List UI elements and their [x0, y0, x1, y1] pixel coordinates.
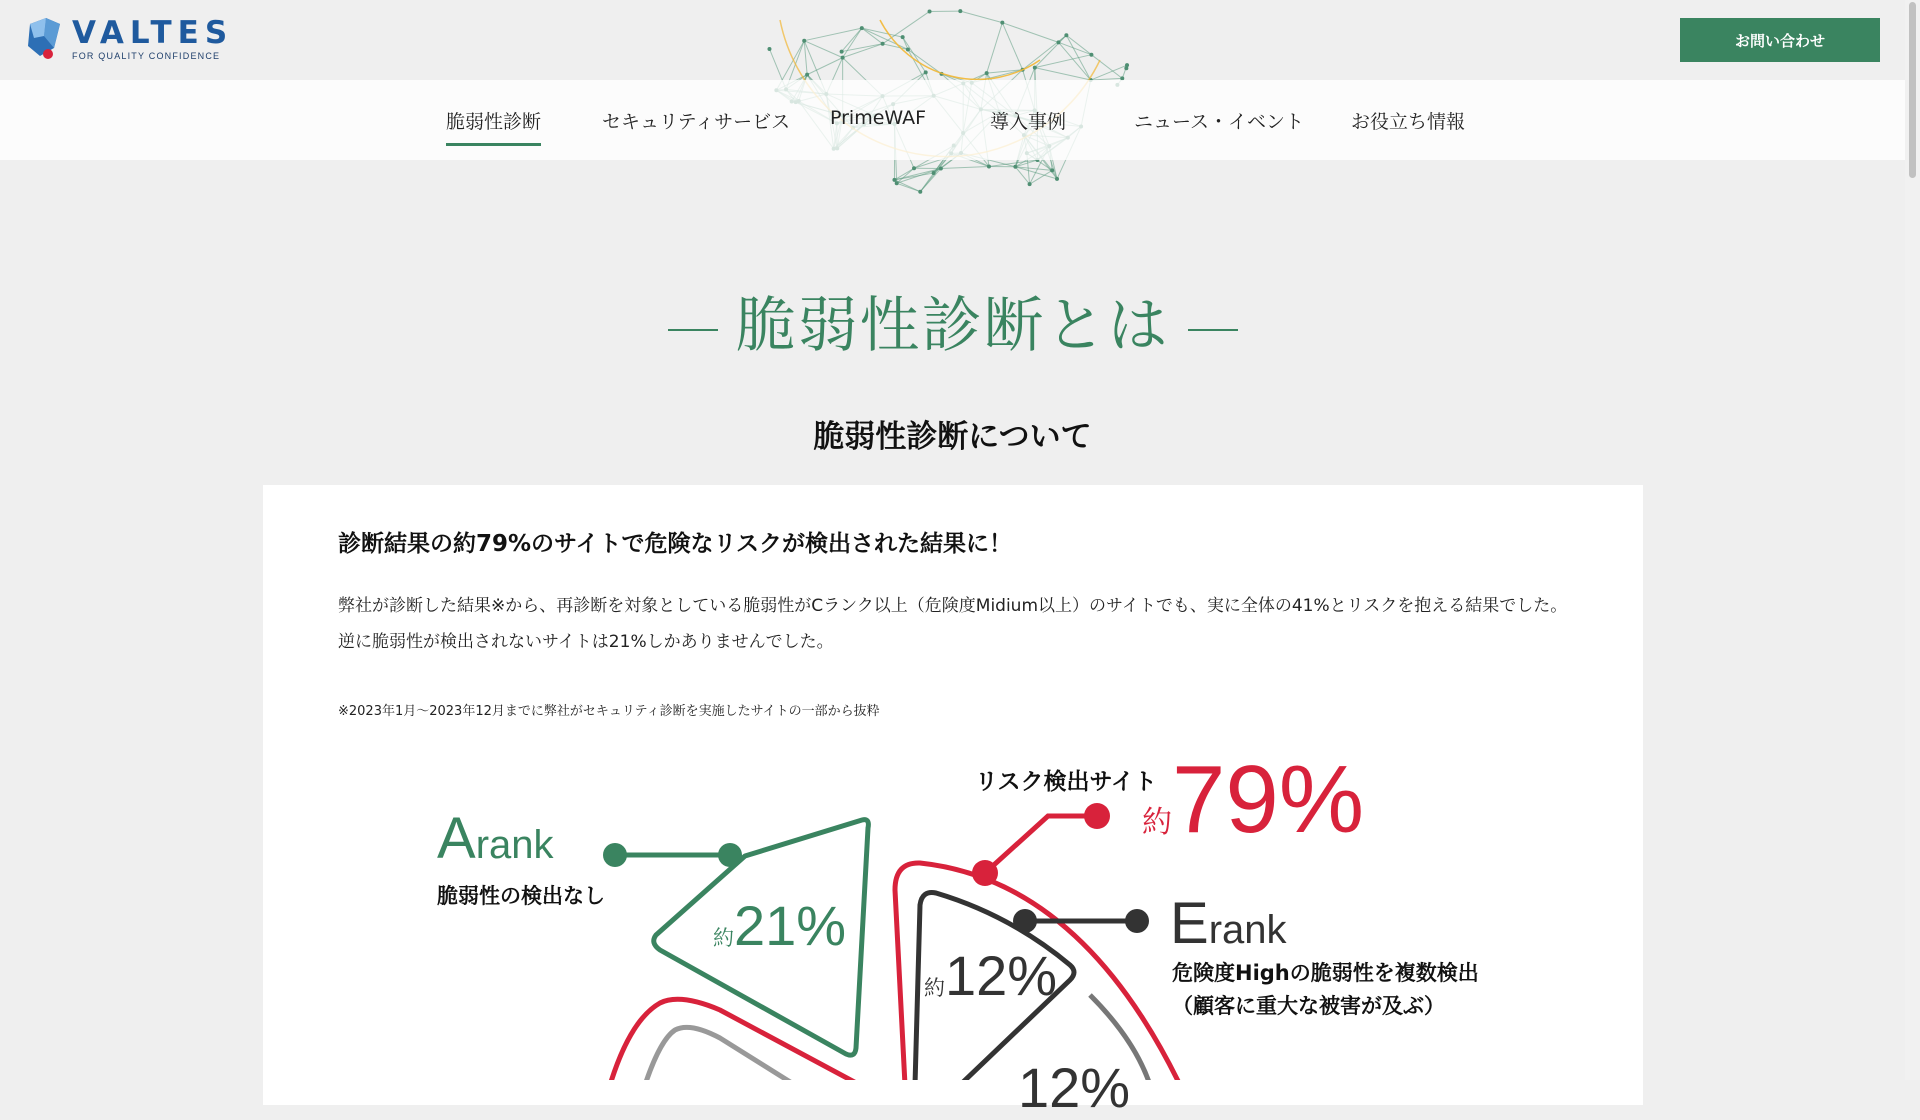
card-body-text: 弊社が診断した結果※から、再診断を対象としている脆弱性がCランク以上（危険度Midium以上）のサイトでも、実に全体の41%とリスクを抱える結果でした。逆に脆弱性が検出されないサイトは21%しかありませんでした。 [338, 588, 1568, 660]
globe-node [1055, 177, 1059, 181]
nav-item-vulnerability-assessment[interactable]: 脆弱性診断 [446, 107, 541, 134]
rank-a-suffix: rank [476, 823, 554, 867]
rank-e-value: 12% [945, 944, 1057, 1007]
globe-node [939, 167, 943, 171]
rank-a-title [437, 805, 554, 872]
contact-button[interactable]: お問い合わせ [1680, 18, 1880, 62]
rank-a-description: 脆弱性の検出なし [437, 880, 605, 910]
globe-link [941, 166, 989, 168]
rank-a-dot-outer [603, 843, 627, 867]
rank-e-letter: E [1170, 891, 1209, 956]
rank-e-dot-segment [1013, 909, 1037, 933]
globe-node [918, 190, 922, 194]
rank-e-suffix: rank [1209, 908, 1287, 952]
nav-item-security-services[interactable]: セキュリティサービス [602, 107, 790, 134]
title-dash-left [668, 329, 718, 331]
rank-e-percentage [924, 943, 1057, 1008]
scrollbar-thumb[interactable] [1909, 2, 1916, 178]
card-heading: 診断結果の約79%のサイトで危険なリスクが検出された結果に！ [338, 525, 1012, 558]
logo-mark-icon [24, 16, 64, 62]
globe-node [987, 164, 991, 168]
globe-node [932, 171, 936, 175]
title-dash-right [1188, 329, 1238, 331]
globe-node [895, 181, 899, 185]
rank-e-description-2: （顧客に重大な被害が及ぶ） [1172, 990, 1445, 1020]
globe-link [989, 160, 1037, 166]
globe-node [892, 178, 896, 182]
globe-node [1028, 182, 1032, 186]
risk-approx: 約 [1142, 806, 1172, 839]
rank-a-dot-inner [718, 843, 742, 867]
rank-d-percentage: 12% [1018, 1055, 1130, 1120]
valtes-logo[interactable] [24, 16, 233, 62]
nav-item-resources[interactable]: お役立ち情報 [1351, 107, 1465, 134]
risk-value: 79% [1172, 746, 1364, 853]
rank-a-value: 21% [734, 894, 846, 957]
rank-e-dot-label [1125, 909, 1149, 933]
risk-site-label: リスク検出サイト [975, 763, 1157, 796]
risk-dot-ring [972, 860, 998, 886]
risk-percentage [1142, 745, 1364, 855]
nav-item-primewaf[interactable]: PrimeWAF [830, 107, 926, 129]
rank-a-approx: 約 [713, 927, 734, 950]
logo-wordmark: VALTES [72, 16, 233, 50]
section-title: 脆弱性診断について [0, 411, 1905, 456]
page-scrollbar[interactable] [1905, 0, 1920, 1080]
globe-node [1050, 168, 1054, 172]
page-title [0, 278, 1905, 364]
lower-grey-band [645, 1027, 795, 1080]
nav-item-news-events[interactable]: ニュース・イベント [1134, 107, 1304, 134]
rank-e-approx: 約 [924, 977, 945, 1000]
card-footnote: ※2023年1月〜2023年12月までに弊社がセキュリティ診断を実施したサイトの一部から抜粋 [338, 700, 880, 719]
nav-item-case-studies[interactable]: 導入事例 [990, 107, 1066, 134]
globe-node [912, 166, 916, 170]
logo-tagline: FOR QUALITY CONFIDENCE [72, 51, 233, 61]
header [0, 0, 1905, 80]
risk-connector [985, 816, 1097, 873]
rank-a-letter: A [437, 806, 476, 871]
risk-dot-label [1084, 803, 1110, 829]
rank-e-description-1: 危険度Highの脆弱性を複数検出 [1172, 957, 1479, 987]
globe-link [1015, 167, 1029, 184]
globe-node [1013, 165, 1017, 169]
page-title-text: 脆弱性診断とは [736, 291, 1170, 361]
rank-a-percentage [713, 893, 846, 958]
main-nav [0, 80, 1905, 160]
rank-e-title [1170, 890, 1287, 957]
